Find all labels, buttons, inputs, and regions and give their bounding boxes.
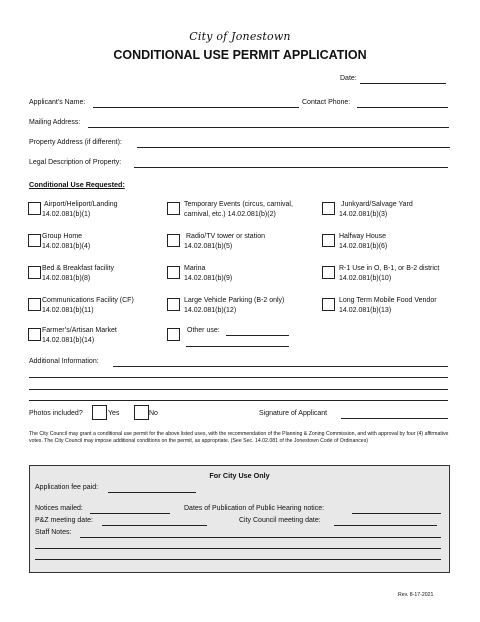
contact-phone-label: Contact Phone: [302,99,351,106]
option-large-vehicle-line2: 14.02.081(b)(12) [184,307,237,314]
legal-description-label: Legal Description of Property: [29,159,122,166]
checkbox-other-use[interactable] [167,328,180,341]
additional-info-field-1[interactable] [113,358,448,367]
council-meeting-label: City Council meeting date: [239,517,321,524]
checkbox-junkyard[interactable] [322,202,335,215]
fee-paid-label: Application fee paid: [35,484,99,491]
signature-label: Signature of Applicant [259,410,328,417]
option-mobile-food-line1: Long Term Mobile Food Vendor [339,297,437,304]
option-marina-line1: Marina [184,265,206,272]
photos-yes-label: Yes [108,410,120,417]
option-communications-line1: Communications Facility (CF) [42,297,134,304]
other-use-field[interactable] [226,327,289,336]
applicant-name-label: Applicant’s Name: [29,99,86,106]
publication-dates-label: Dates of Publication of Public Hearing notice: [184,505,325,512]
option-temporary-events-line1: Temporary Events (circus, carnival, [184,201,293,208]
pz-meeting-field[interactable] [102,517,207,526]
option-communications-line2: 14.02.081(b)(11) [42,307,94,314]
applicant-name-field[interactable] [93,99,299,108]
additional-info-field-3[interactable] [29,381,448,390]
property-address-field[interactable] [137,139,450,148]
option-airport-line1: Airport/Heliport/Landing [44,201,118,208]
mailing-address-label: Mailing Address: [29,119,81,126]
option-bed-breakfast-line1: Bed & Breakfast facility [42,265,114,272]
revision-label: Rev. 8-17-2021 [398,592,434,598]
option-halfway-house-line1: Halfway House [339,233,387,240]
photos-no-checkbox[interactable] [134,405,149,420]
option-airport-line2: 14.02.081(b)(1) [42,211,91,218]
option-mobile-food-line2: 14.02.081(b)(13) [339,307,392,314]
option-farmers-market-line2: 14.02.081(b)(14) [42,337,95,344]
publication-dates-field[interactable] [352,505,441,514]
additional-info-field-4[interactable] [29,392,448,401]
council-note: The City Council may grant a conditional use permit for the above listed uses, with the recommendation of the Planning & Zoning Commission, and with approval by four (4) affirmative votes. The City Council may impose additional conditions on the permit, as appropriate. (See Sec. 14.02.081 of the Jonestown Code of Ordinances) [29,431,449,444]
additional-info-field-2[interactable] [29,369,448,378]
city-use-box [29,465,450,573]
checkbox-large-vehicle[interactable] [167,298,180,311]
option-large-vehicle-line1: Large Vehicle Parking (B-2 only) [184,297,285,304]
checkbox-temporary-events[interactable] [167,202,180,215]
option-bed-breakfast-line2: 14.02.081(b)(8) [42,275,91,282]
option-halfway-house-line2: 14.02.081(b)(6) [339,243,388,250]
staff-notes-field-3[interactable] [35,551,441,560]
date-field[interactable] [360,75,446,84]
city-logo: City of Jonestown [189,30,291,43]
staff-notes-field-1[interactable] [80,529,441,538]
checkbox-halfway-house[interactable] [322,234,335,247]
mailing-address-field[interactable] [88,119,449,128]
other-use-field-2[interactable] [186,338,289,347]
checkbox-airport[interactable] [28,202,41,215]
option-radio-tv-line1: Radio/TV tower or station [186,233,265,240]
checkbox-bed-breakfast[interactable] [28,266,41,279]
option-marina-line2: 14.02.081(b)(9) [184,275,233,282]
checkbox-communications[interactable] [28,298,41,311]
option-group-home-line2: 14.02.081(b)(4) [42,243,91,250]
checkbox-mobile-food[interactable] [322,298,335,311]
option-junkyard-line2: 14.02.081(b)(3) [339,211,388,218]
notices-mailed-label: Notices mailed: [35,505,83,512]
contact-phone-field[interactable] [357,99,448,108]
option-junkyard-line1: Junkyard/Salvage Yard [341,201,413,208]
option-other-use-label: Other use: [187,327,220,334]
option-r1-use-line1: R-1 Use in O, B-1, or B-2 district [339,265,440,272]
legal-description-field[interactable] [134,159,448,168]
form-title: CONDITIONAL USE PERMIT APPLICATION [113,48,367,62]
notices-mailed-field[interactable] [90,505,170,514]
staff-notes-label: Staff Notes: [35,529,72,536]
photos-yes-checkbox[interactable] [92,405,107,420]
signature-field[interactable] [341,410,448,419]
property-address-label: Property Address (if different): [29,139,122,146]
checkbox-r1-use[interactable] [322,266,335,279]
conditional-use-heading: Conditional Use Requested: [29,180,125,189]
option-r1-use-line2: 14.02.081(b)(10) [339,275,392,282]
pz-meeting-label: P&Z meeting date: [35,517,93,524]
option-farmers-market-line1: Farmer’s/Artisan Market [42,327,117,334]
option-temporary-events-line2: carnival, etc.) 14.02.081(b)(2) [184,211,276,218]
photos-label: Photos included? [29,410,83,417]
option-group-home-line1: Group Home [42,233,83,240]
option-radio-tv-line2: 14.02.081(b)(5) [184,243,233,250]
photos-no-label: No [149,410,158,417]
fee-paid-field[interactable] [108,484,196,493]
checkbox-marina[interactable] [167,266,180,279]
checkbox-group-home[interactable] [28,234,41,247]
date-label: Date: [340,75,357,82]
staff-notes-field-2[interactable] [35,540,441,549]
checkbox-radio-tv[interactable] [167,234,180,247]
city-use-title: For City Use Only [209,471,270,480]
checkbox-farmers-market[interactable] [28,328,41,341]
additional-info-label: Additional Information: [29,358,99,365]
council-meeting-field[interactable] [334,517,437,526]
